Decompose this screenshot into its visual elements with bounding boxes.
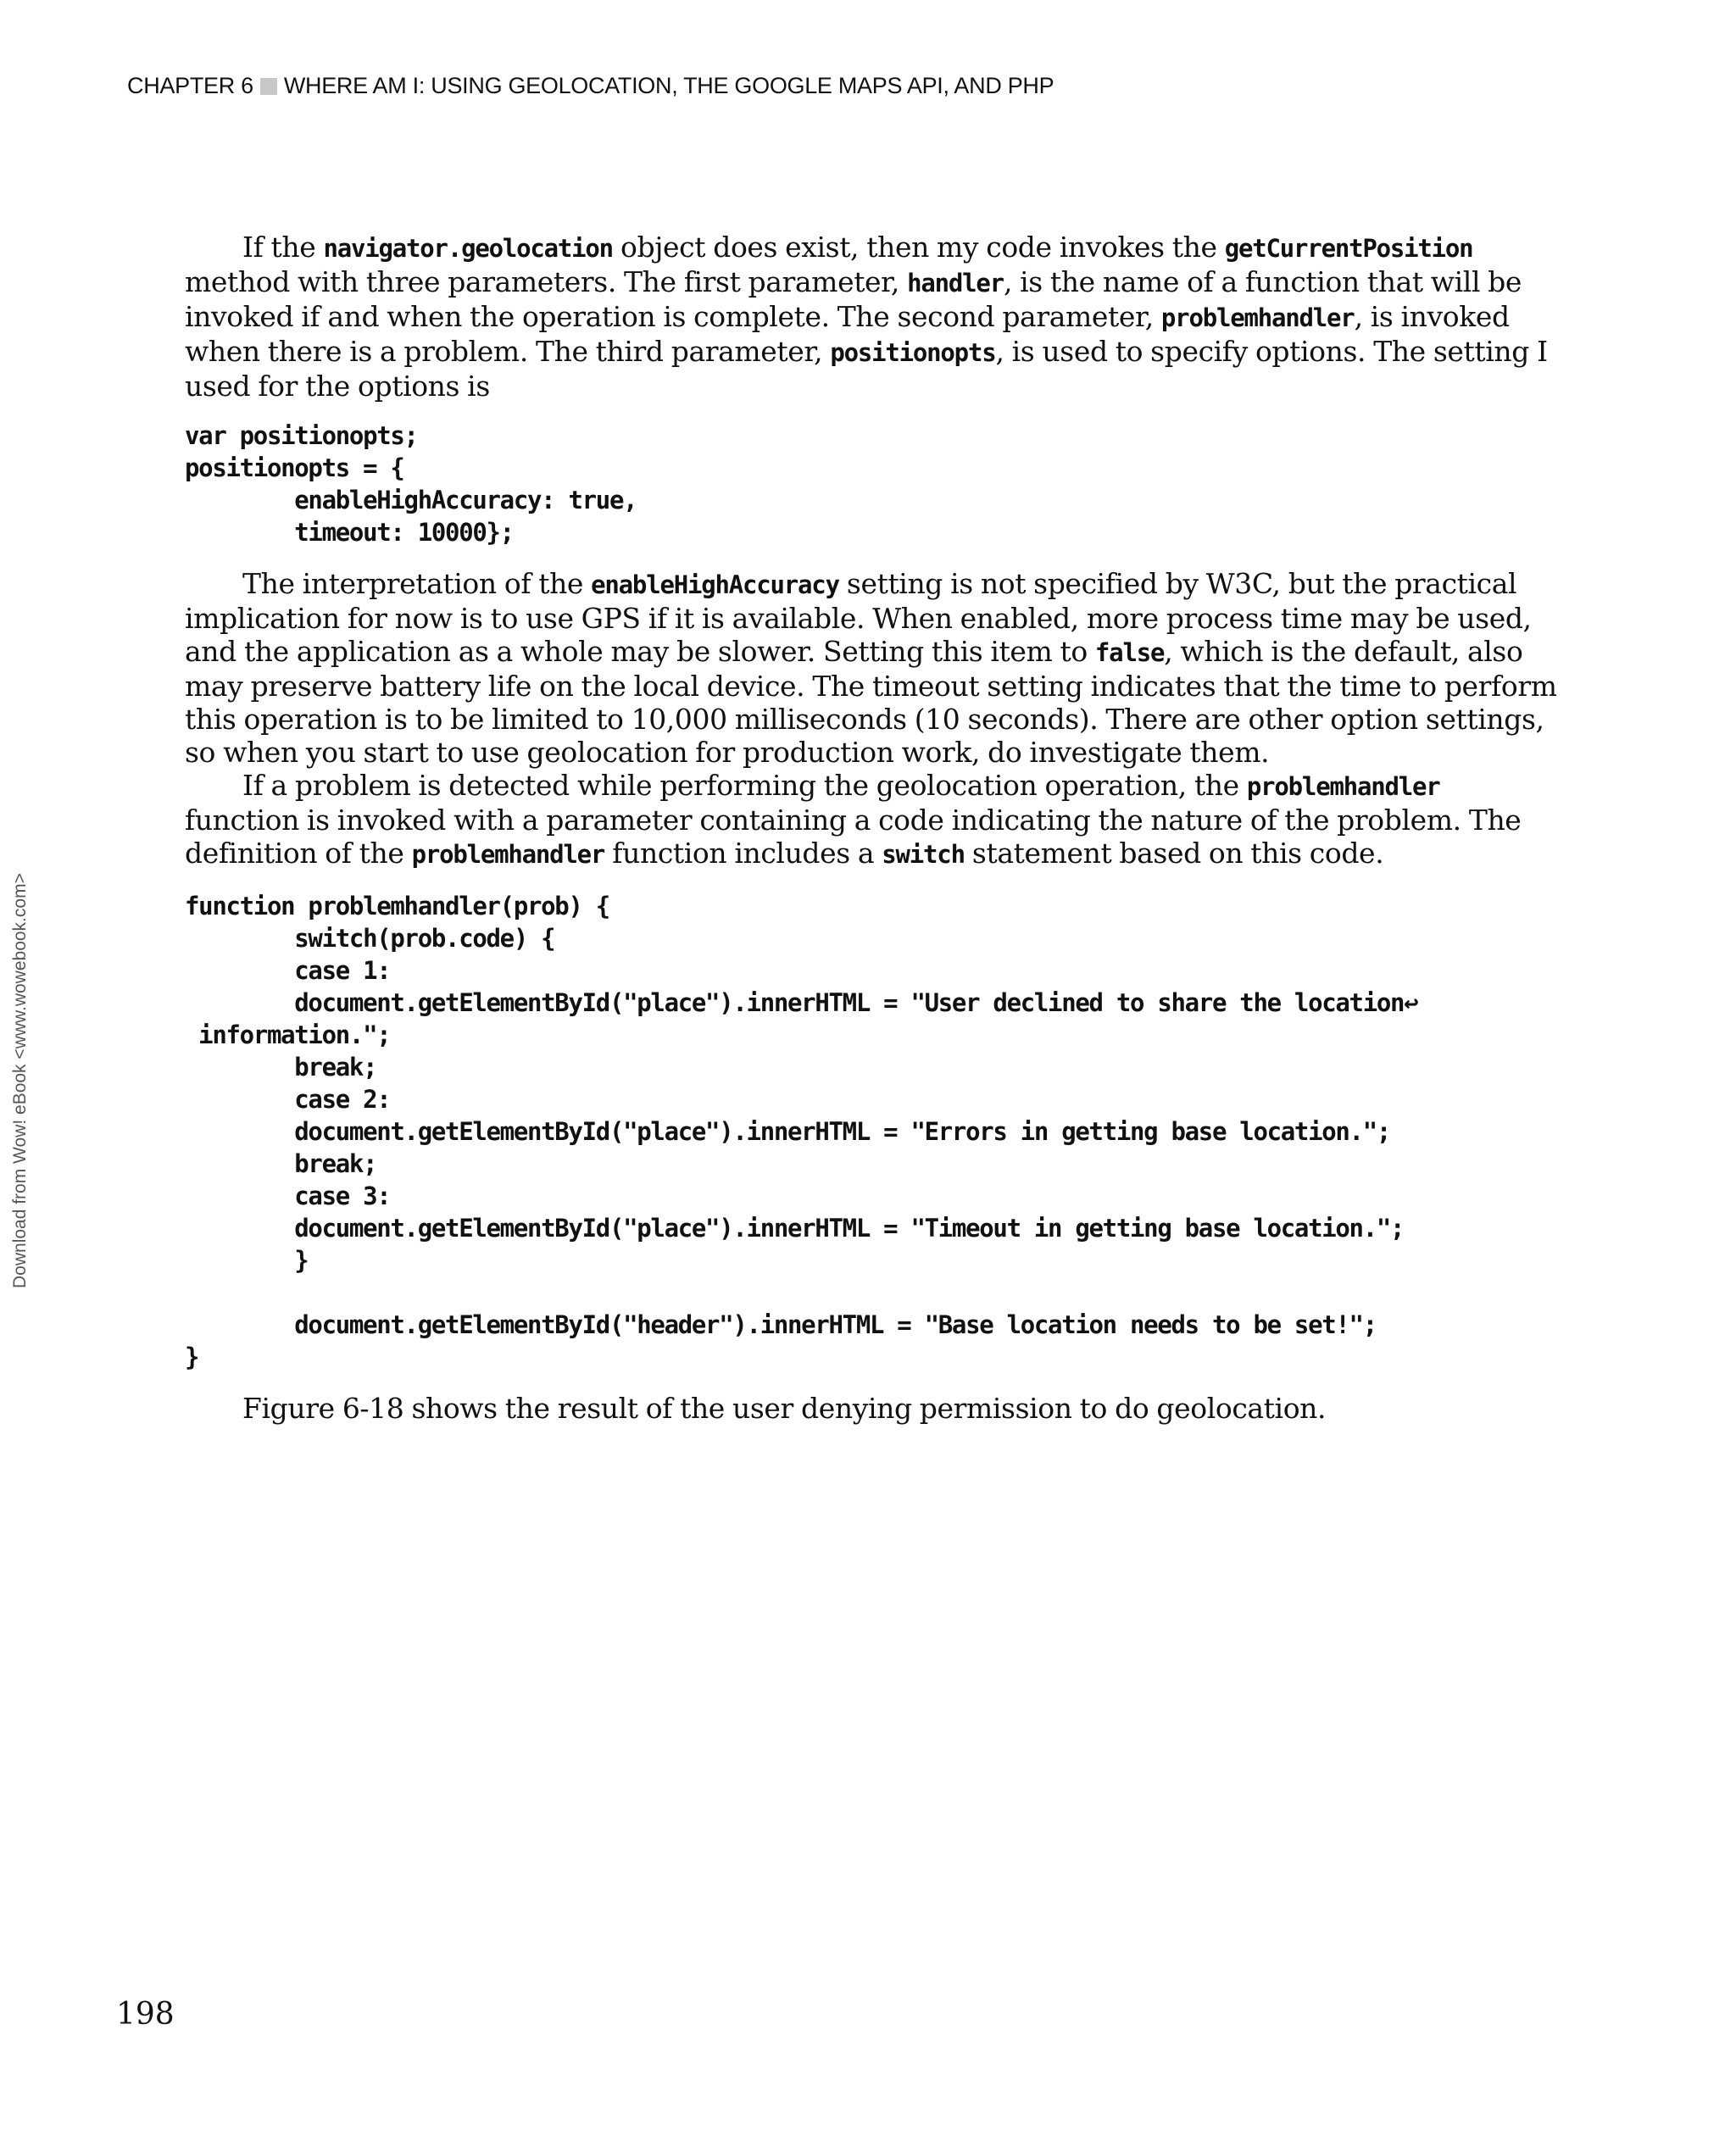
separator-square-icon — [260, 78, 277, 95]
inline-code: problemhandler — [1160, 303, 1355, 332]
chapter-title: WHERE AM I: USING GEOLOCATION, THE GOOGLE MAPS API, AND PHP — [283, 73, 1054, 98]
paragraph-3 — [185, 769, 1558, 871]
text: function includes a — [604, 837, 882, 870]
code-line: positionopts = { — [185, 453, 404, 482]
paragraph-2 — [185, 567, 1558, 769]
code-block-options — [185, 420, 1558, 548]
text: function is invoked with a parameter containing a code indicating the nature of the problem. The definition of the — [185, 804, 1522, 870]
code-line: var positionopts; — [185, 421, 418, 450]
code-block-problemhandler — [185, 890, 1558, 1373]
page-body — [185, 231, 1558, 1425]
code-line: } — [185, 1246, 309, 1275]
code-line: switch(prob.code) { — [185, 924, 555, 953]
text: , is invoked when there is a problem. The third parameter, — [185, 300, 1510, 368]
text: Figure 6-18 shows the result of the user denying permission to do geolocation. — [242, 1392, 1327, 1425]
code-line: case 1: — [185, 956, 391, 985]
side-watermark: Download from Wow! eBook <www.wowebook.com> — [10, 873, 30, 1288]
inline-code: handler — [907, 269, 1004, 298]
inline-code: enableHighAccuracy — [591, 570, 839, 599]
code-line: timeout: 10000}; — [185, 518, 514, 547]
paragraph-4 — [185, 1392, 1558, 1425]
code-line: document.getElementById("place").innerHTML = "Errors in getting base location."; — [185, 1117, 1391, 1146]
inline-code: problemhandler — [1246, 772, 1440, 801]
text: , which is the default, also may preserve battery life on the local device. The timeout setting indicates that the time to perform this operation is to be limited to 10,000 milliseconds (10 seconds). There are other option settings, so when you start to use geolocation for production work, do investigate them. — [185, 635, 1557, 769]
code-line: break; — [185, 1149, 377, 1178]
running-head — [127, 73, 1054, 99]
text: statement based on this code. — [964, 837, 1384, 870]
inline-code: getCurrentPosition — [1224, 234, 1473, 263]
chapter-label: CHAPTER 6 — [127, 73, 253, 98]
inline-code: navigator.geolocation — [323, 234, 613, 263]
text: , is the name of a function that will be invoked if and when the operation is complete. The second parameter, — [185, 265, 1522, 333]
code-line: information."; — [185, 1020, 391, 1049]
code-line: function problemhandler(prob) { — [185, 892, 609, 920]
code-line: document.getElementById("place").innerHTML = "Timeout in getting base location."; — [185, 1214, 1405, 1243]
text: setting is not specified by W3C, but the practical implication for now is to use GPS if it is available. When enabled, more process time may be used, and the application as a whole may be slower. Setting this item to — [185, 567, 1532, 668]
text: object does exist, then my code invokes the — [612, 231, 1225, 264]
text: , is used to specify options. The setting I used for the options is — [185, 335, 1548, 403]
text: The interpretation of the — [242, 567, 592, 600]
paragraph-1 — [185, 231, 1558, 403]
code-line: case 3: — [185, 1182, 391, 1210]
code-line: break; — [185, 1053, 377, 1082]
inline-code: switch — [882, 840, 965, 869]
code-line: } — [185, 1343, 199, 1371]
inline-code: problemhandler — [411, 840, 605, 869]
code-line: enableHighAccuracy: true, — [185, 486, 637, 514]
code-line-blank — [185, 1276, 1558, 1309]
text: method with three parameters. The first parameter, — [185, 265, 908, 298]
text: If a problem is detected while performing the geolocation operation, the — [242, 769, 1247, 802]
text: If the — [242, 231, 324, 264]
page-number: 198 — [116, 1997, 175, 2032]
inline-code: positionopts — [830, 338, 996, 367]
inline-code: false — [1094, 638, 1165, 667]
code-line: document.getElementById("header").innerHTML = "Base location needs to be set!"; — [185, 1310, 1377, 1339]
code-line: document.getElementById("place").innerHTML = "User declined to share the location↩ — [185, 988, 1418, 1017]
code-line: case 2: — [185, 1085, 391, 1114]
